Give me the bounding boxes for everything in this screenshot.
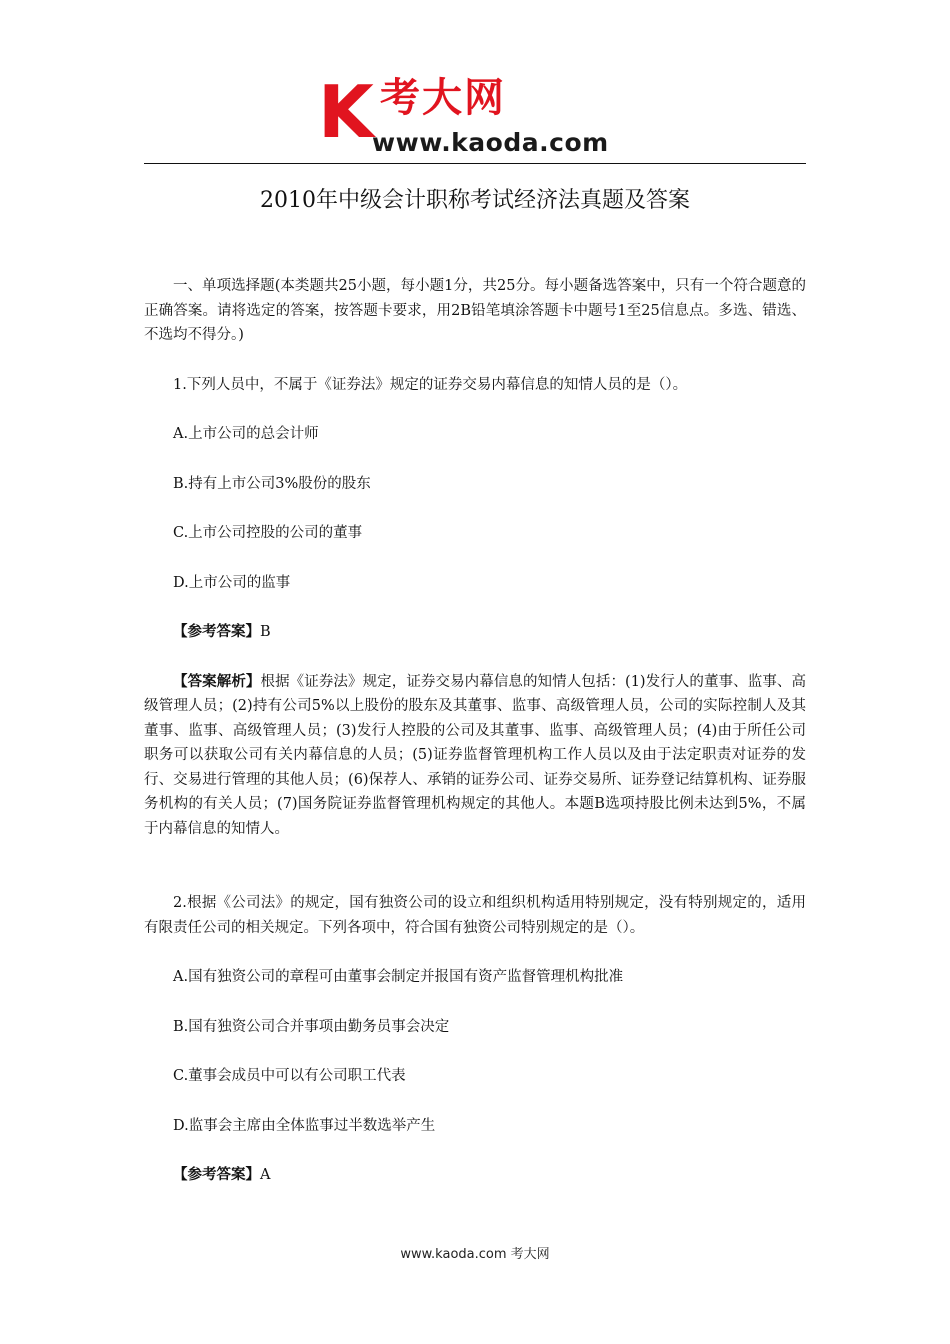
logo-chinese-name: 考大网 <box>380 75 506 121</box>
header-divider <box>144 163 806 164</box>
question-2-answer <box>144 1163 806 1188</box>
question-2-option-a: A.国有独资公司的章程可由董事会制定并报国有资产监督管理机构批准 <box>173 969 624 985</box>
analysis-text: 根据《证券法》规定，证券交易内幕信息的知情人包括：(1)发行人的董事、监事、高级管理人员；(2)持有公司5%以上股份的股东及其董事、监事、高级管理人员，公司的实际控制人及其董事、监事、高级管理人员；(3)发行人控股的公司及其董事、监事、高级管理人员；(4)由于所任公司职务可以获取公司有关内幕信息的人员；(5)证券监督管理机构工作人员以及由于法定职责对证券的发行、交易进行管理的其他人员；(6)保荐人、承销的证券公司、证券交易所、证券登记结算机构、证券服务机构的有关人员；(7)国务院证券监督管理机构规定的其他人。本题B选项持股比例未达到5%，不属于内幕信息的知情人。 <box>144 673 806 837</box>
answer-label: 【参考答案】 <box>173 1166 260 1183</box>
question-2-option-c: C.董事会成员中可以有公司职工代表 <box>173 1068 406 1084</box>
question-1-option-c: C.上市公司控股的公司的董事 <box>173 525 363 541</box>
question-2-option-b: B.国有独资公司合并事项由勤务员事会决定 <box>173 1018 450 1035</box>
question-2-stem: 2.根据《公司法》的规定，国有独资公司的设立和组织机构适用特别规定，没有特别规定的，适用有限责任公司的相关规定。下列各项中，符合国有独资公司特别规定的是（）。 <box>144 895 806 936</box>
question-2-option-d: D.监事会主席由全体监事过半数选举产生 <box>173 1117 436 1134</box>
logo-url: www.kaoda.com <box>372 128 609 157</box>
answer-value: B <box>260 624 271 640</box>
question-1-option-d: D.上市公司的监事 <box>173 574 291 591</box>
question-1-answer <box>144 620 806 645</box>
question-1-stem: 1.下列人员中，不属于《证券法》规定的证券交易内幕信息的知情人员的是（）。 <box>173 376 688 393</box>
section-intro: 一、单项选择题(本类题共25小题，每小题1分，共25分。每小题备选答案中，只有一个符合题意的正确答案。请将选定的答案，按答题卡要求，用2B铅笔填涂答题卡中题号1至25信息点。多选、错选、不选均不得分。) <box>144 278 806 343</box>
answer-label: 【参考答案】 <box>173 623 260 640</box>
document-body <box>144 274 806 1188</box>
page-footer: www.kaoda.com 考大网 <box>400 1247 550 1262</box>
site-logo <box>318 70 638 162</box>
logo-k-mark: K <box>318 70 372 154</box>
question-1-analysis <box>144 670 806 842</box>
analysis-label: 【答案解析】 <box>173 672 261 690</box>
document-title: 2010年中级会计职称考试经济法真题及答案 <box>260 188 690 213</box>
question-1-option-a: A.上市公司的总会计师 <box>173 426 319 442</box>
question-1-option-b: B.持有上市公司3%股份的股东 <box>173 475 371 492</box>
answer-value: A <box>260 1167 271 1183</box>
